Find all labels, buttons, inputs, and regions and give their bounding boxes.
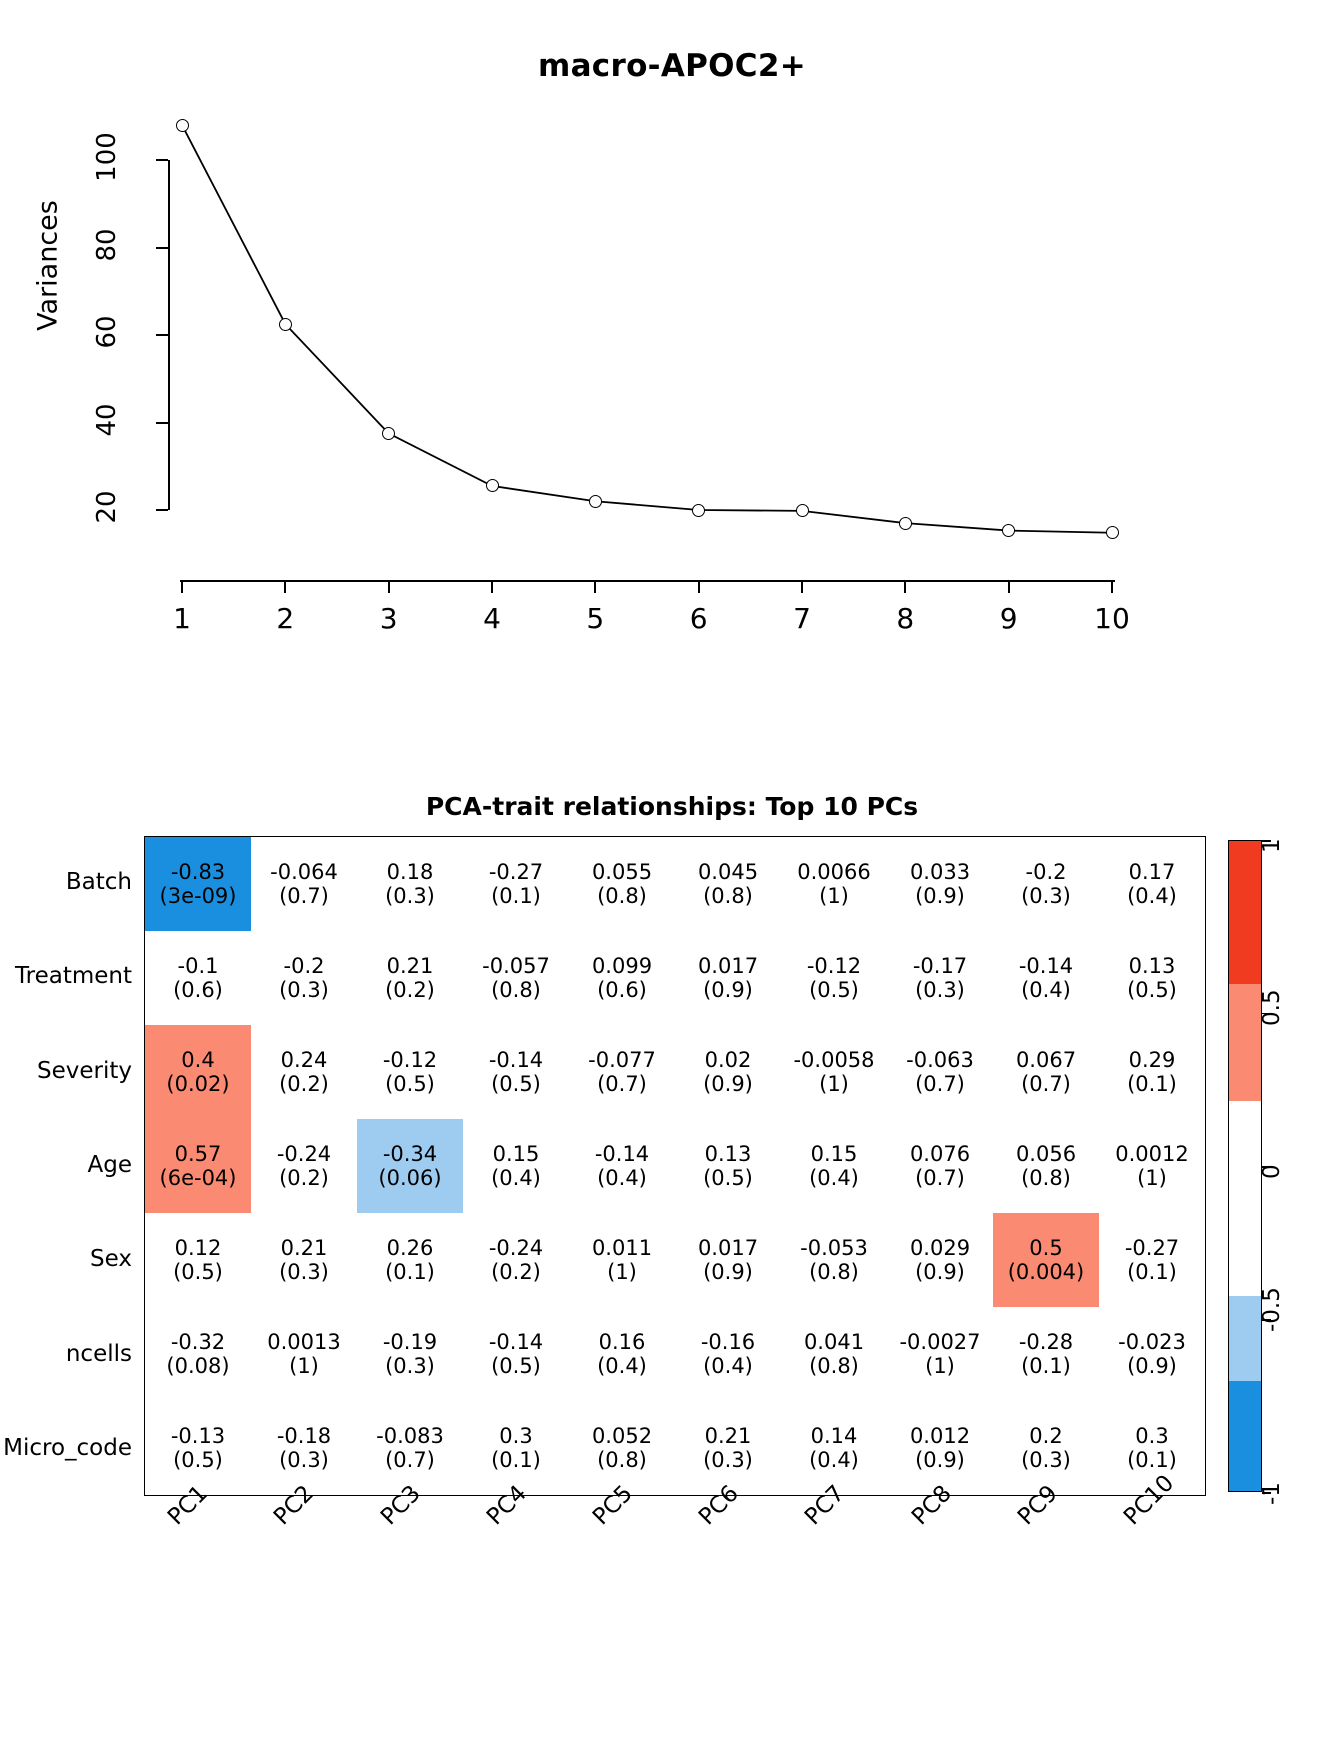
heatmap-cell-pvalue: (3e-09) [159,884,237,908]
heatmap-cell-correlation: 0.017 [697,953,759,978]
heatmap-cell-correlation: 0.13 [1128,953,1176,978]
heatmap-cell-correlation: 0.18 [386,859,434,884]
heatmap-cell-pvalue: (0.7) [385,1448,435,1472]
heatmap-cell-correlation: 0.033 [909,859,971,884]
heatmap-cell-pvalue: (0.8) [597,1448,647,1472]
colorbar-band [1229,984,1261,1101]
heatmap-cell [463,1119,569,1213]
heatmap-cell [569,1213,675,1307]
heatmap-cell-correlation: -0.12 [806,953,862,978]
heatmap-cell [993,837,1099,931]
heatmap-cell-pvalue: (0.02) [166,1072,230,1096]
heatmap-cell-pvalue: (1) [819,1072,849,1096]
heatmap-panel [0,760,1344,1747]
heatmap-cell-correlation: -0.24 [488,1235,544,1260]
colorbar-tick-label: 1 [1259,838,1285,853]
heatmap-cell-pvalue: (0.5) [491,1354,541,1378]
heatmap-cell-pvalue: (0.5) [385,1072,435,1096]
heatmap-cell-correlation: 0.5 [1029,1235,1063,1260]
heatmap-cell-correlation: 0.02 [704,1047,752,1072]
heatmap-cell [675,837,781,931]
scree-x-tick-label: 3 [379,602,398,635]
heatmap-cell-correlation: -0.057 [482,953,550,978]
heatmap-row-label: Micro_code [3,1434,132,1461]
heatmap-cell-correlation: 0.16 [598,1329,646,1354]
heatmap-cell-pvalue: (0.8) [1021,1166,1071,1190]
heatmap-cell-pvalue: (0.3) [1021,1448,1071,1472]
heatmap-cell [145,837,251,931]
heatmap-cell [1099,1119,1205,1213]
heatmap-cell-pvalue: (1) [925,1354,955,1378]
heatmap-column-label: PC8 [906,1480,957,1531]
heatmap-cell [569,1119,675,1213]
heatmap-cell-correlation: 0.29 [1128,1047,1176,1072]
heatmap-cell [887,1025,993,1119]
heatmap-cell [675,1025,781,1119]
heatmap-cell-pvalue: (0.1) [491,1448,541,1472]
heatmap-cell-correlation: 0.21 [386,953,434,978]
heatmap-column-label: PC4 [481,1480,532,1531]
heatmap-cell-correlation: -0.2 [283,953,325,978]
heatmap-cell-pvalue: (0.9) [1127,1354,1177,1378]
scree-x-tick-label: 4 [483,602,501,635]
heatmap-cell [251,1025,357,1119]
heatmap-cell-pvalue: (0.3) [385,884,435,908]
heatmap-cell [357,931,463,1025]
heatmap-cell-pvalue: (0.06) [378,1166,442,1190]
heatmap-cell [675,1119,781,1213]
heatmap-cell-pvalue: (0.8) [809,1260,859,1284]
heatmap-cell-pvalue: (0.1) [491,884,541,908]
heatmap-cell-correlation: -0.24 [276,1141,332,1166]
heatmap-cell [251,837,357,931]
scree-y-tick-label: 60 [92,315,122,349]
heatmap-column-label: PC5 [587,1480,638,1531]
heatmap-cell [569,1401,675,1495]
heatmap-cell [145,1119,251,1213]
heatmap-cell-pvalue: (0.2) [279,1072,329,1096]
heatmap-cell-pvalue: (0.9) [703,1260,753,1284]
heatmap-cell-correlation: -0.13 [170,1423,226,1448]
heatmap-cell-correlation: 0.3 [499,1423,533,1448]
heatmap-cell [357,837,463,931]
heatmap-cell [463,1307,569,1401]
heatmap-row-label: Age [87,1152,132,1178]
heatmap-cell-correlation: -0.083 [376,1423,444,1448]
heatmap-cell-correlation: 0.052 [591,1423,653,1448]
heatmap-cell-correlation: -0.32 [170,1329,226,1354]
heatmap-cell-pvalue: (0.7) [279,884,329,908]
heatmap-cell-pvalue: (0.7) [1021,1072,1071,1096]
scree-x-tick-label: 5 [586,602,605,635]
heatmap-cell [675,931,781,1025]
heatmap-cell-pvalue: (0.6) [597,978,647,1002]
heatmap-cell [251,1401,357,1495]
heatmap-cell-pvalue: (0.8) [491,978,541,1002]
heatmap-cell-correlation: 0.12 [174,1235,222,1260]
heatmap-cell-correlation: 0.14 [810,1423,858,1448]
heatmap-cell [675,1213,781,1307]
scree-x-tick-label: 8 [896,602,915,635]
heatmap-cell-correlation: 0.13 [704,1141,752,1166]
heatmap-cell-pvalue: (0.1) [1127,1072,1177,1096]
heatmap-cell-pvalue: (0.2) [279,1166,329,1190]
heatmap-cell-correlation: -0.83 [170,859,226,884]
heatmap-cell-pvalue: (0.9) [915,884,965,908]
scree-data-point [899,517,912,530]
scree-y-tick [156,159,168,161]
heatmap-cell [569,837,675,931]
heatmap-cell-correlation: 0.017 [697,1235,759,1260]
heatmap-cell [145,1401,251,1495]
heatmap-cell-correlation: 0.15 [492,1141,540,1166]
heatmap-cell [1099,1307,1205,1401]
heatmap-cell-pvalue: (0.5) [173,1260,223,1284]
heatmap-cell-pvalue: (0.8) [703,884,753,908]
scree-data-point [176,119,189,132]
heatmap-cell [993,1119,1099,1213]
colorbar-tick-label: 0 [1259,1164,1285,1179]
heatmap-cell [145,1213,251,1307]
heatmap-cell-correlation: -0.27 [488,859,544,884]
scree-data-point [279,318,292,331]
heatmap-cell-pvalue: (0.3) [279,978,329,1002]
heatmap-cell [887,837,993,931]
heatmap-cell-pvalue: (0.2) [385,978,435,1002]
scree-x-tick-label: 7 [793,602,811,635]
scree-data-point [486,479,499,492]
heatmap-cell-pvalue: (1) [289,1354,319,1378]
heatmap-cell-pvalue: (0.5) [809,978,859,1002]
colorbar-band [1229,1101,1261,1296]
heatmap-column-label: PC2 [269,1480,320,1531]
heatmap-cell-correlation: -0.19 [382,1329,438,1354]
colorbar-legend [1228,840,1262,1492]
heatmap-cell-pvalue: (0.7) [915,1166,965,1190]
colorbar-tick-label: -1 [1259,1482,1285,1505]
heatmap-cell-correlation: 0.011 [591,1235,653,1260]
heatmap-cell-pvalue: (6e-04) [159,1166,237,1190]
scree-plot-title: macro-APOC2+ [537,48,806,84]
scree-y-axis-label: Variances [32,200,64,331]
scree-x-tick-label: 9 [999,602,1018,635]
heatmap-cell-pvalue: (0.3) [279,1260,329,1284]
heatmap-cell-correlation: 0.4 [181,1047,215,1072]
heatmap-cell-pvalue: (0.1) [385,1260,435,1284]
heatmap-cell-pvalue: (0.8) [597,884,647,908]
heatmap-cell [1099,931,1205,1025]
colorbar-tick-label: -0.5 [1259,1287,1285,1333]
heatmap-cell-correlation: 0.17 [1128,859,1176,884]
heatmap-row-label: Severity [37,1057,132,1084]
heatmap-cell [145,1307,251,1401]
scree-y-tick-label: 40 [92,402,122,437]
heatmap-grid [144,836,1206,1496]
scree-x-tick-label: 6 [689,602,708,635]
heatmap-row-label: Treatment [14,963,132,990]
heatmap-cell-correlation: 0.055 [591,859,653,884]
heatmap-cell-correlation: -0.27 [1124,1235,1180,1260]
heatmap-column-label: PC9 [1012,1480,1063,1531]
heatmap-cell-correlation: 0.21 [704,1423,752,1448]
heatmap-cell-pvalue: (0.4) [1127,884,1177,908]
heatmap-cell [993,1213,1099,1307]
heatmap-cell [781,837,887,931]
heatmap-cell-correlation: -0.0027 [899,1329,981,1354]
heatmap-cell-pvalue: (0.4) [597,1354,647,1378]
heatmap-cell [357,1307,463,1401]
heatmap-cell [569,931,675,1025]
heatmap-cell-pvalue: (0.4) [491,1166,541,1190]
heatmap-cell-correlation: -0.0058 [793,1047,875,1072]
heatmap-cell-correlation: 0.0013 [267,1329,341,1354]
heatmap-title: PCA-trait relationships: Top 10 PCs [425,792,919,821]
heatmap-cell-pvalue: (1) [607,1260,637,1284]
heatmap-cell-correlation: 0.067 [1015,1047,1077,1072]
heatmap-cell [675,1307,781,1401]
heatmap-cell [251,1213,357,1307]
scree-data-point [382,427,395,440]
heatmap-cell [781,1025,887,1119]
heatmap-cell-pvalue: (0.4) [809,1448,859,1472]
heatmap-cell-correlation: -0.28 [1018,1329,1074,1354]
scree-line-series [168,120,1128,610]
scree-y-tick [156,509,168,511]
scree-y-tick [156,422,168,424]
heatmap-cell-correlation: 0.15 [810,1141,858,1166]
scree-y-tick [156,334,168,336]
heatmap-cell-correlation: 0.0066 [797,859,871,884]
heatmap-cell-pvalue: (1) [1137,1166,1167,1190]
colorbar-tick-label: 0.5 [1259,989,1285,1026]
heatmap-cell-correlation: 0.0012 [1115,1141,1189,1166]
heatmap-cell-correlation: -0.1 [177,953,219,978]
scree-y-tick [156,247,168,249]
heatmap-cell-correlation: -0.17 [912,953,968,978]
scree-data-point [1106,526,1119,539]
heatmap-cell [781,1213,887,1307]
heatmap-cell-correlation: -0.077 [588,1047,656,1072]
heatmap-cell-correlation: 0.045 [697,859,759,884]
heatmap-cell-correlation: -0.053 [800,1235,868,1260]
heatmap-cell-correlation: -0.12 [382,1047,438,1072]
heatmap-cell-pvalue: (0.5) [703,1166,753,1190]
scree-x-tick-label: 2 [276,602,295,635]
scree-y-tick-label: 20 [92,490,122,524]
heatmap-cell-correlation: 0.24 [280,1047,328,1072]
heatmap-cell-pvalue: (0.9) [915,1260,965,1284]
heatmap-cell-pvalue: (0.1) [1127,1448,1177,1472]
heatmap-cell [887,1401,993,1495]
heatmap-cell-pvalue: (0.1) [1021,1354,1071,1378]
heatmap-cell-correlation: -0.14 [488,1047,544,1072]
heatmap-column-label: PC7 [800,1480,851,1531]
heatmap-cell-correlation: -0.34 [382,1141,438,1166]
scree-data-point [692,504,705,517]
heatmap-cell-pvalue: (0.9) [915,1448,965,1472]
heatmap-cell [1099,837,1205,931]
heatmap-cell-pvalue: (0.9) [703,978,753,1002]
heatmap-cell [993,931,1099,1025]
scree-y-tick-label: 100 [92,132,122,182]
heatmap-cell-pvalue: (0.3) [385,1354,435,1378]
colorbar-band [1229,841,1261,984]
heatmap-cell-pvalue: (0.1) [1127,1260,1177,1284]
colorbar-band [1229,1296,1261,1381]
heatmap-cell [357,1025,463,1119]
heatmap-cell [993,1307,1099,1401]
heatmap-row-label: Batch [65,869,132,896]
heatmap-cell [993,1401,1099,1495]
heatmap-cell-pvalue: (0.4) [597,1166,647,1190]
heatmap-cell [251,931,357,1025]
heatmap-cell-pvalue: (0.5) [1127,978,1177,1002]
heatmap-cell-pvalue: (0.7) [915,1072,965,1096]
heatmap-cell-correlation: 0.056 [1015,1141,1077,1166]
heatmap-cell [357,1213,463,1307]
heatmap-cell-correlation: 0.26 [386,1235,434,1260]
scree-y-tick-label: 80 [92,227,122,262]
heatmap-cell-correlation: -0.18 [276,1423,332,1448]
heatmap-cell [675,1401,781,1495]
heatmap-cell-pvalue: (0.4) [1021,978,1071,1002]
heatmap-cell-correlation: -0.2 [1025,859,1067,884]
heatmap-cell [463,1025,569,1119]
heatmap-cell [887,1213,993,1307]
heatmap-cell [251,1307,357,1401]
heatmap-cell-correlation: -0.064 [270,859,338,884]
heatmap-cell-pvalue: (0.5) [173,1448,223,1472]
heatmap-cell [887,1119,993,1213]
heatmap-cell-correlation: -0.14 [1018,953,1074,978]
heatmap-cell [463,837,569,931]
scree-data-point [589,495,602,508]
heatmap-cell [463,1213,569,1307]
heatmap-cell-correlation: 0.076 [909,1141,971,1166]
heatmap-cell-correlation: 0.041 [803,1329,865,1354]
heatmap-cell-correlation: 0.012 [909,1423,971,1448]
scree-data-point [796,504,809,517]
heatmap-cell-pvalue: (0.3) [703,1448,753,1472]
heatmap-cell [781,1307,887,1401]
heatmap-cell-pvalue: (0.4) [703,1354,753,1378]
heatmap-cell-correlation: 0.2 [1029,1423,1063,1448]
heatmap-cell-correlation: -0.023 [1118,1329,1186,1354]
heatmap-column-label: PC6 [694,1480,744,1531]
heatmap-cell-correlation: 0.099 [591,953,653,978]
heatmap-cell-pvalue: (0.3) [279,1448,329,1472]
heatmap-cell-pvalue: (0.9) [703,1072,753,1096]
heatmap-cell-pvalue: (0.3) [915,978,965,1002]
heatmap-column-label: PC10 [1118,1470,1180,1531]
heatmap-cell-pvalue: (0.08) [166,1354,230,1378]
heatmap-cell-correlation: -0.16 [700,1329,756,1354]
heatmap-row-label: ncells [65,1340,132,1367]
heatmap-cell-pvalue: (1) [819,884,849,908]
heatmap-cell-correlation: 0.3 [1135,1423,1169,1448]
heatmap-cell [887,931,993,1025]
heatmap-cell [569,1307,675,1401]
scree-plot-area [92,120,1130,635]
heatmap-cell-pvalue: (0.6) [173,978,223,1002]
heatmap-column-label: PC1 [163,1480,213,1531]
heatmap-cell [781,931,887,1025]
heatmap-cell [1099,1025,1205,1119]
heatmap-cell [463,1401,569,1495]
scree-x-tick-label: 10 [1094,602,1130,635]
heatmap-cell [357,1401,463,1495]
heatmap-cell [887,1307,993,1401]
heatmap-cell-pvalue: (0.4) [809,1166,859,1190]
heatmap-column-label: PC3 [375,1480,426,1531]
heatmap-cell-pvalue: (0.5) [491,1072,541,1096]
heatmap-cell [781,1119,887,1213]
heatmap-cell-correlation: 0.57 [174,1141,222,1166]
heatmap-cell-correlation: -0.063 [906,1047,974,1072]
heatmap-cell-correlation: 0.029 [909,1235,971,1260]
heatmap-cell [463,931,569,1025]
heatmap-cell [251,1119,357,1213]
heatmap-cell-pvalue: (0.2) [491,1260,541,1284]
heatmap-cell [145,1025,251,1119]
scree-plot-panel [0,0,1344,740]
heatmap-cell-pvalue: (0.004) [1007,1260,1085,1284]
scree-x-tick-label: 1 [173,602,191,635]
heatmap-cell-pvalue: (0.3) [1021,884,1071,908]
heatmap-cell [357,1119,463,1213]
heatmap-cell [569,1025,675,1119]
heatmap-cell-correlation: 0.21 [280,1235,328,1260]
colorbar-band [1229,1381,1261,1492]
heatmap-cell [1099,1213,1205,1307]
heatmap-cell-pvalue: (0.8) [809,1354,859,1378]
heatmap-cell-correlation: -0.14 [488,1329,544,1354]
heatmap-cell [145,931,251,1025]
heatmap-row-label: Sex [90,1246,132,1273]
heatmap-cell-pvalue: (0.7) [597,1072,647,1096]
heatmap-cell [993,1025,1099,1119]
heatmap-cell-correlation: -0.14 [594,1141,650,1166]
heatmap-cell [781,1401,887,1495]
